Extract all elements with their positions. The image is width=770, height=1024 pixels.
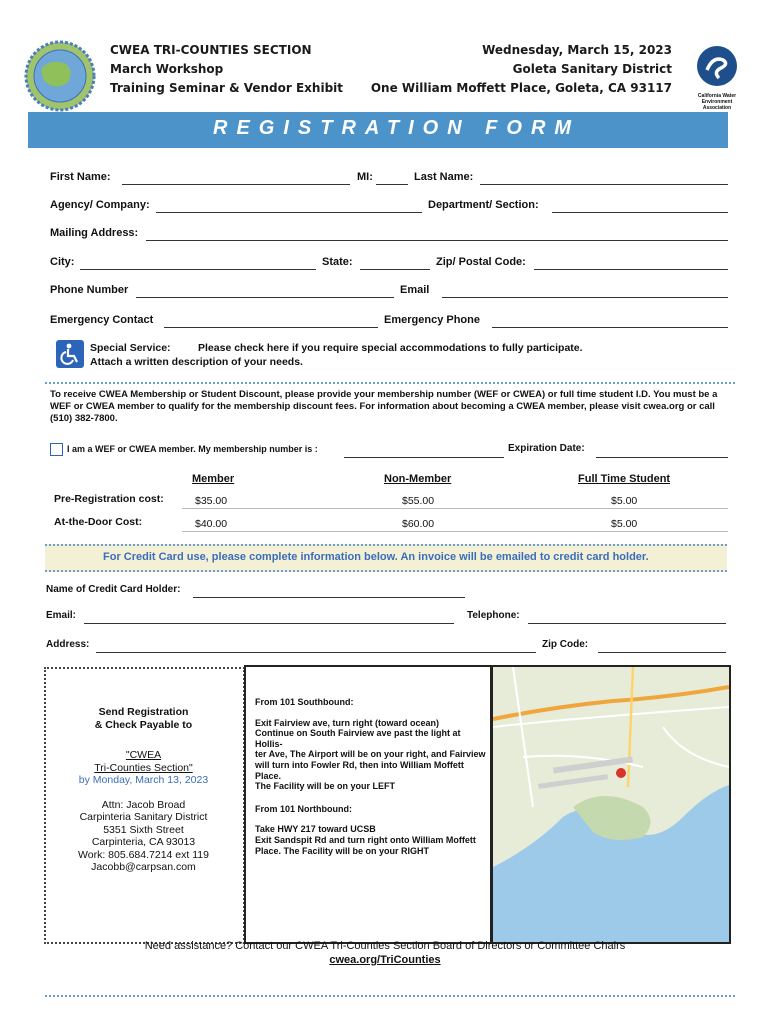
org-line-2: March Workshop	[110, 62, 224, 76]
cc-holder-field[interactable]	[193, 597, 465, 598]
cc-address-label: Address:	[46, 639, 90, 650]
south-line-6: The Facility will be on your LEFT	[255, 781, 396, 792]
cc-telephone-field[interactable]	[528, 623, 726, 624]
registration-banner	[28, 112, 728, 148]
cc-email-label: Email:	[46, 610, 77, 621]
pre-registration-label: Pre-Registration cost:	[54, 493, 164, 505]
agency-label: Agency/ Company:	[50, 199, 150, 211]
cwea-logo-icon	[695, 44, 739, 88]
mailing-address-label: Mailing Address:	[50, 227, 139, 239]
door-member-fee: $40.00	[195, 518, 228, 530]
credit-card-notice	[45, 544, 727, 572]
banner-title: REGISTRATION FORM	[213, 117, 581, 139]
divider	[45, 382, 735, 384]
send-title-2: & Check Payable to	[94, 718, 193, 731]
door-student-fee: $5.00	[611, 518, 638, 530]
state-field[interactable]	[360, 269, 430, 270]
event-venue: Goleta Sanitary District	[512, 62, 672, 76]
email-label: Email	[400, 284, 430, 296]
phone-label: Phone Number	[50, 284, 129, 296]
fee-header-nonmember: Non-Member	[384, 473, 452, 485]
cwea-logo	[692, 44, 742, 111]
phone-field[interactable]	[136, 297, 394, 298]
south-line-3: ter Ave, The Airport will be on your right, and Fairview	[255, 749, 486, 760]
department-label: Department/ Section:	[428, 199, 539, 211]
pre-reg-line	[182, 508, 728, 509]
wheelchair-icon[interactable]	[56, 340, 84, 368]
cc-zip-label: Zip Code:	[542, 639, 589, 650]
city-label: City:	[50, 256, 75, 268]
first-name-label: First Name:	[50, 171, 111, 183]
org-line-1: CWEA TRI-COUNTIES SECTION	[110, 43, 312, 57]
cc-holder-label: Name of Credit Card Holder:	[46, 584, 181, 595]
last-name-field[interactable]	[480, 184, 728, 185]
event-address: One William Moffett Place, Goleta, CA 93117	[370, 81, 672, 95]
north-line-2: Exit Sandspit Rd and turn right onto William Moffett	[255, 834, 476, 845]
member-checkbox[interactable]	[50, 443, 63, 456]
north-heading: From 101 Northbound:	[255, 803, 352, 814]
membership-info: To receive CWEA Membership or Student Discount, please provide your membership number (WEF or CWEA) or full time student I.D. You must be a WEF or CWEA member to qualify for the membership discount fees. For information about becoming a CWEA member, please visit cwea.org or call (510) 382-7800.	[50, 389, 718, 424]
mi-field[interactable]	[376, 184, 408, 185]
mail-city: Carpinteria, CA 93013	[91, 836, 196, 848]
south-line-2: Continue on South Fairview ave past the light at Hollis-	[255, 728, 461, 749]
south-heading: From 101 Southbound:	[255, 697, 354, 707]
mail-org: Carpinteria Sanitary District	[79, 811, 208, 823]
directions-text	[255, 697, 489, 856]
south-line-1: Exit Fairview ave, turn right (toward ocean)	[255, 717, 440, 728]
fee-header-member: Member	[192, 473, 235, 485]
south-line-4: will turn into Fowler Rd, then into William Moffett	[255, 759, 464, 770]
payee-line-2: Tri-Counties Section"	[94, 761, 193, 774]
location-map[interactable]	[491, 665, 731, 944]
special-service-text: Please check here if you require special accommodations to fully participate.	[198, 342, 583, 354]
zip-label: Zip/ Postal Code:	[436, 256, 526, 268]
assistance-text: Need assistance? Contact our CWEA Tri-Counties Section Board of Directors or Committee Chairs	[144, 940, 626, 952]
pre-reg-student-fee: $5.00	[611, 495, 638, 507]
tri-counties-logo	[22, 38, 98, 114]
emergency-contact-field[interactable]	[164, 327, 378, 328]
contact-email[interactable]: Jacobb@carpsan.com	[91, 861, 196, 873]
department-field[interactable]	[552, 212, 728, 213]
cc-email-field[interactable]	[84, 623, 454, 624]
south-line-5: Place.	[255, 770, 282, 781]
first-name-field[interactable]	[122, 184, 350, 185]
state-label: State:	[322, 256, 353, 268]
at-door-label: At-the-Door Cost:	[54, 516, 143, 528]
membership-number-field[interactable]	[344, 457, 504, 458]
cc-telephone-label: Telephone:	[467, 610, 520, 621]
zip-field[interactable]	[534, 269, 728, 270]
org-line-3: Training Seminar & Vendor Exhibit	[110, 81, 344, 95]
special-service-note: Attach a written description of your needs.	[90, 356, 303, 368]
emergency-phone-label: Emergency Phone	[384, 314, 480, 326]
mi-label: MI:	[357, 171, 373, 183]
send-title-1: Send Registration	[98, 706, 189, 718]
pre-reg-nonmember-fee: $55.00	[402, 495, 435, 507]
mail-street: 5351 Sixth Street	[103, 823, 184, 836]
door-nonmember-fee: $60.00	[402, 518, 435, 530]
emergency-phone-field[interactable]	[492, 327, 728, 328]
footer-divider	[45, 995, 735, 997]
send-registration-text	[52, 706, 235, 874]
event-info	[371, 41, 672, 98]
member-checkbox-label: I am a WEF or CWEA member. My membership number is :	[67, 444, 318, 454]
last-name-label: Last Name:	[414, 171, 474, 183]
north-line-1: Take HWY 217 toward UCSB	[255, 824, 376, 835]
org-info	[110, 41, 343, 98]
attn: Attn: Jacob Broad	[101, 798, 186, 811]
emergency-contact-label: Emergency Contact	[50, 314, 154, 326]
email-field[interactable]	[442, 297, 728, 298]
cc-address-field[interactable]	[96, 652, 536, 653]
special-service-label: Special Service:	[90, 342, 171, 354]
payee-line-1: "CWEA	[125, 749, 162, 761]
cc-zip-field[interactable]	[598, 652, 726, 653]
door-line	[182, 531, 728, 532]
north-line-3: Place. The Facility will be on your RIGHT	[255, 845, 430, 856]
expiration-label: Expiration Date:	[508, 443, 585, 454]
credit-card-notice-text: For Credit Card use, please complete information below. An invoice will be emailed to credit card holder.	[103, 551, 649, 563]
event-date: Wednesday, March 15, 2023	[482, 43, 672, 57]
pre-reg-member-fee: $35.00	[195, 495, 228, 507]
city-field[interactable]	[80, 269, 316, 270]
deadline: by Monday, March 13, 2023	[78, 774, 209, 786]
fee-header-student: Full Time Student	[578, 473, 671, 485]
mailing-address-field[interactable]	[146, 240, 728, 241]
agency-field[interactable]	[156, 212, 422, 213]
cwea-logo-caption: California Water Environment Association	[697, 93, 737, 111]
footer-link[interactable]: cwea.org/TriCounties	[329, 954, 441, 966]
expiration-field[interactable]	[596, 457, 728, 458]
work-phone: Work: 805.684.7214 ext 119	[78, 848, 209, 861]
